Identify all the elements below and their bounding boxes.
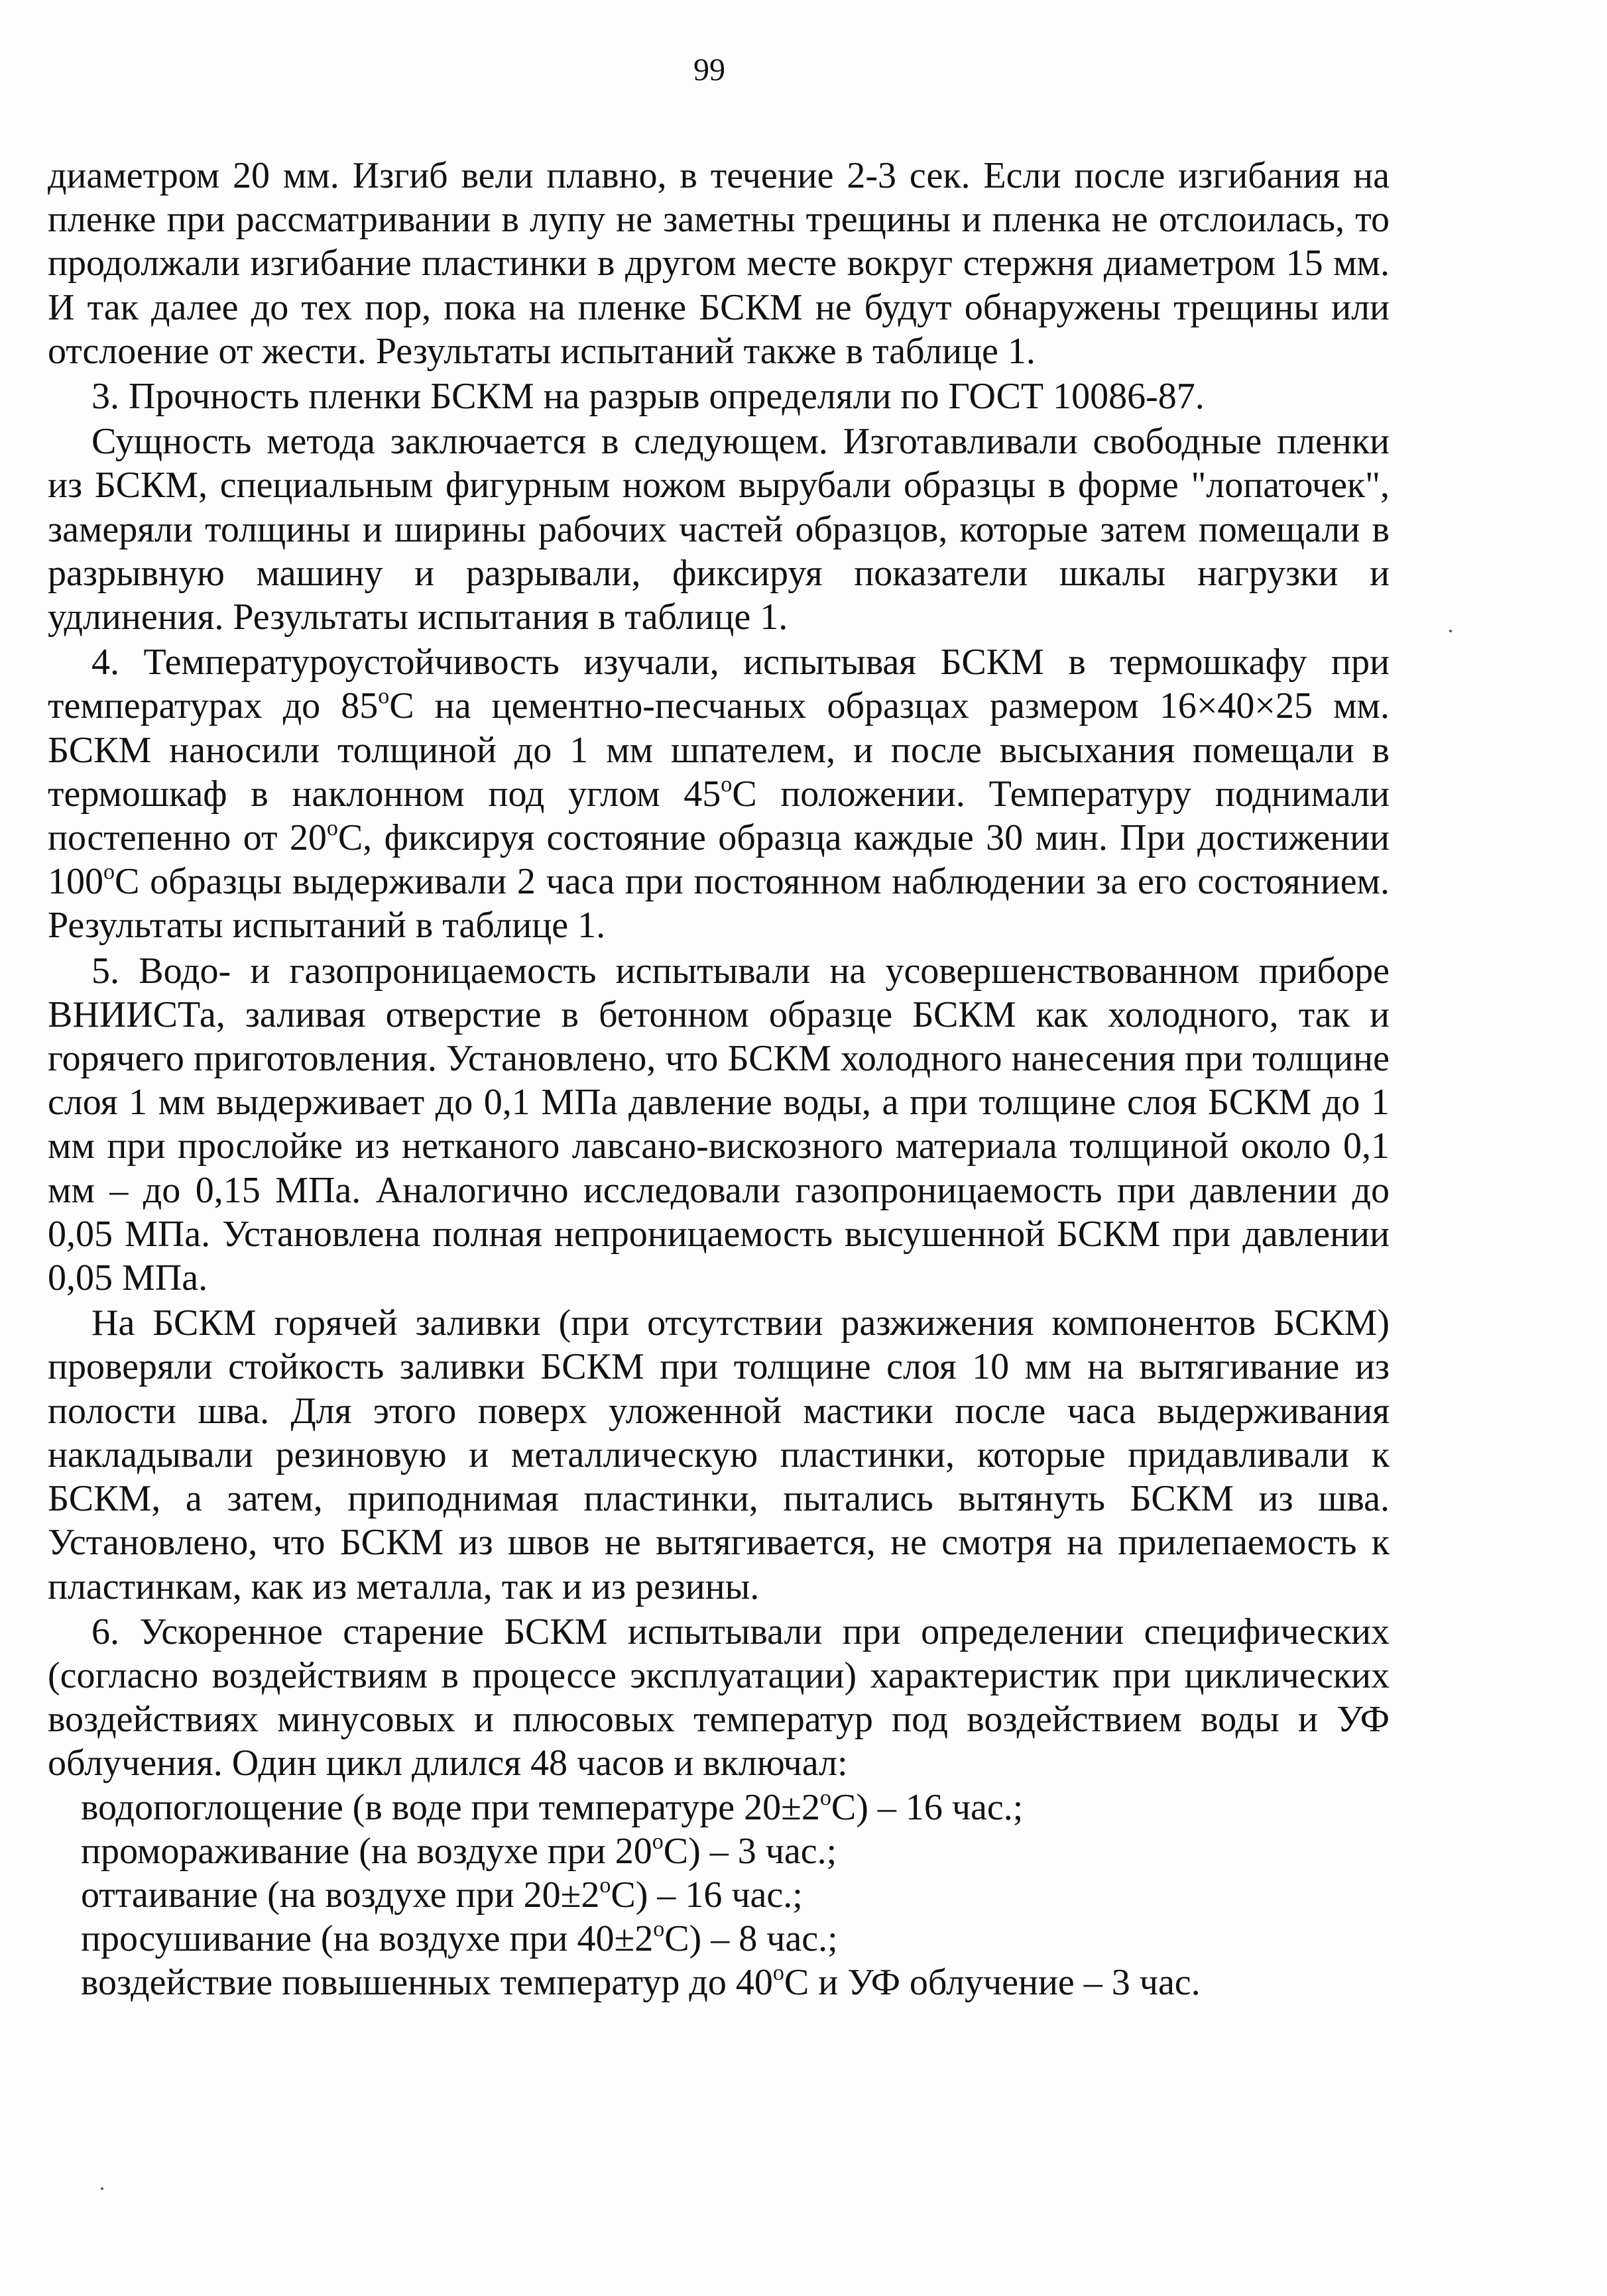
text-segment: 4. Температуроустойчивость изучали, испытывая БСКМ в термошкафу при температурах до 85 xyxy=(48,642,1390,727)
paragraph-method-essence: Сущность метода заключается в следующем. Изготавливали свободные пленки из БСКМ, специальным фигурным ножом вырубали образцы в форме "лопаточек", замеряли толщины и ширины рабочих частей образцов, которые затем помещали в разрывную машину и разрывали, фиксируя показатели шкалы нагрузки и удлинения. Результаты испытания в таблице 1. xyxy=(48,421,1390,638)
list-item-text: промораживание (на воздухе при 20 xyxy=(81,1830,652,1872)
paragraph-bend-test: диаметром 20 мм. Изгиб вели плавно, в течение 2-3 сек. Если после изгибания на пленке при рассматривании в лупу не заметны трещины и пленка не отслоилась, то продолжали изгибание пластинки в другом месте вокруг стержня диаметром 15 мм. И так далее до тех пор, пока на пленке БСКМ не будут обнаружены трещины или отслоение от жести. Результаты испытаний также в таблице 1. xyxy=(48,155,1390,372)
list-item-text: С) – 8 час.; xyxy=(664,1918,838,1960)
list-item-text: водопоглощение (в воде при температуре 20±2 xyxy=(81,1786,820,1828)
text-segment: С на цементно-песчаных образцах размером 16×40×25 мм. БСКМ наносили толщиной до 1 мм шпателем, и после высыхания помещали в термошкаф в наклонном под углом 45 xyxy=(48,685,1390,815)
degree-mark: o xyxy=(819,1785,831,1810)
cycle-steps-list xyxy=(48,1786,1390,2005)
text-segment: С образцы выдерживали 2 часа при постоянном наблюдении за его состоянием. Результаты испытаний в таблице 1. xyxy=(48,861,1390,947)
list-item xyxy=(81,1829,1390,1873)
degree-mark: o xyxy=(103,860,115,885)
paragraph-hot-fill: На БСКМ горячей заливки (при отсутствии разжижения компонентов БСКМ) проверяли стойкость заливки БСКМ при толщине слоя 10 мм на вытягивание из полости шва. Для этого поверх уложенной мастики после часа выдерживания накладывали резиновую и металлическую пластинки, которые придавливали к БСКМ, а затем, приподнимая пластинки, пытались вытянуть БСКМ из шва. Установлено, что БСКМ из швов не вытягивается, не смотря на прилепаемость к пластинкам, как из металла, так и из резины. xyxy=(48,1302,1390,1607)
text-body xyxy=(48,154,1390,2005)
list-item xyxy=(81,1873,1390,1917)
list-item-text: С и УФ облучение – 3 час. xyxy=(784,1962,1201,2004)
list-item xyxy=(81,1917,1390,1961)
degree-mark: o xyxy=(326,816,338,841)
list-item-text: оттаивание (на воздухе при 20±2 xyxy=(81,1874,600,1916)
list-item-text: С) – 3 час.; xyxy=(663,1830,837,1872)
text-segment: С положении. Температуру поднимали постепенно от 20 xyxy=(48,773,1390,859)
text-segment: С, фиксируя состояние образца каждые 30 мин. При достижении 100 xyxy=(48,817,1390,903)
degree-mark: o xyxy=(652,1829,664,1854)
list-item-text: просушивание (на воздухе при 40±2 xyxy=(81,1918,654,1960)
list-item-text: С) – 16 час.; xyxy=(611,1874,803,1916)
list-item-text: С) – 16 час.; xyxy=(831,1786,1024,1828)
list-item xyxy=(81,1961,1390,2004)
scan-speck xyxy=(1449,630,1452,632)
page-number: 99 xyxy=(693,52,725,87)
degree-mark: o xyxy=(378,684,390,709)
degree-mark: o xyxy=(772,1961,784,1986)
list-item-text: воздействие повышенных температур до 40 xyxy=(81,1962,773,2004)
list-item xyxy=(81,1786,1390,1829)
paragraph-heat-resistance xyxy=(48,640,1390,947)
paragraph-tensile-strength: 3. Прочность пленки БСКМ на разрыв определяли по ГОСТ 10086-87. xyxy=(91,376,1205,418)
scan-speck xyxy=(101,2187,103,2190)
paragraph-permeability: 5. Водо- и газопроницаемость испытывали на усовершенствованном приборе ВНИИСТа, заливая отверстие в бетонном образце БСКМ как холодного, так и горячего приготовления. Установлено, что БСКМ холодного нанесения при толщине слоя 1 мм выдерживает до 0,1 МПа давление воды, а при толщине слоя БСКМ до 1 мм при прослойке из нетканого лавсано-вискозного материала толщиной около 0,1 мм – до 0,15 МПа. Аналогично исследовали газопроницаемость при давлении до 0,05 МПа. Установлена полная непроницаемость высушенной БСКМ при давлении 0,05 МПа. xyxy=(48,950,1390,1299)
paragraph-aging: 6. Ускоренное старение БСКМ испытывали при определении специфических (согласно воздействиям в процессе эксплуатации) характеристик при циклических воздействиях минусовых и плюсовых температур под воздействием воды и УФ облучения. Один цикл длился 48 часов и включал: xyxy=(48,1611,1390,1784)
degree-mark: o xyxy=(653,1917,665,1942)
degree-mark: o xyxy=(721,772,733,797)
degree-mark: o xyxy=(599,1872,611,1898)
